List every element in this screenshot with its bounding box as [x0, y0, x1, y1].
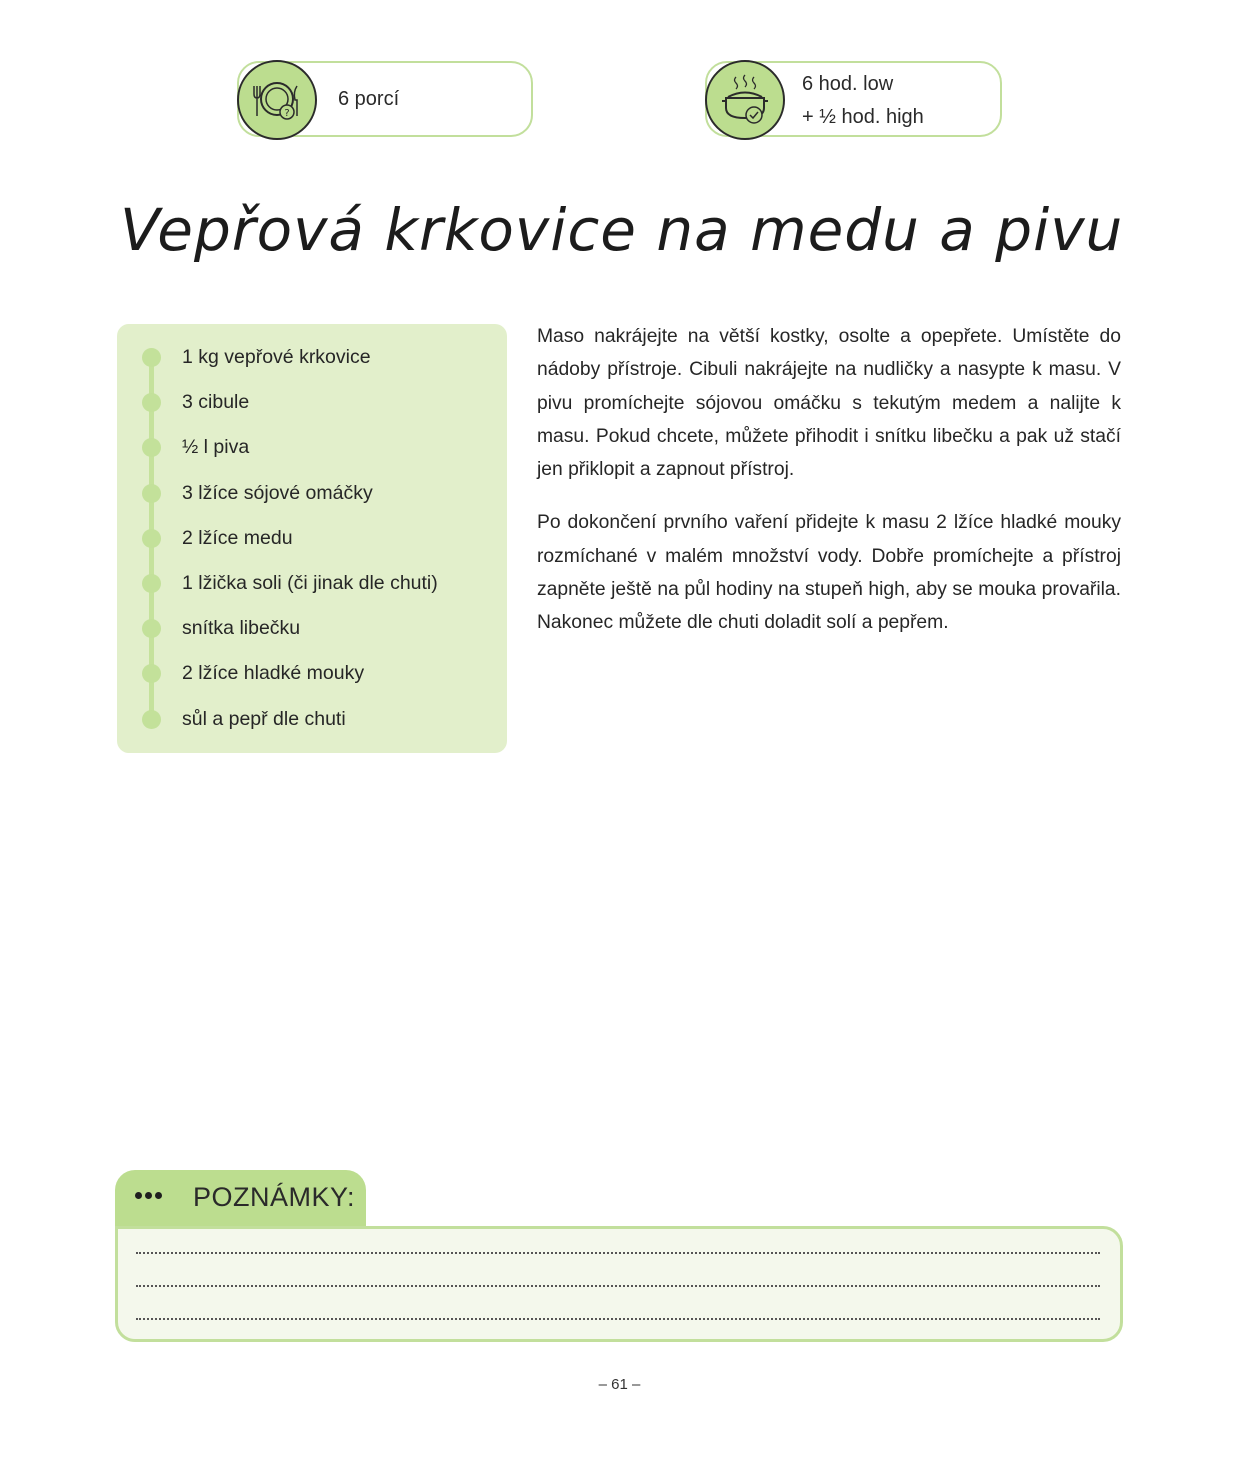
bullet-icon [142, 664, 161, 683]
bullet-icon [142, 484, 161, 503]
servings-label: 6 porcí [338, 88, 400, 110]
ingredient-text: ½ l piva [182, 436, 250, 459]
ingredient-text: 2 lžíce medu [182, 526, 293, 549]
page-number: – 61 – [598, 1376, 641, 1393]
servings-badge [237, 61, 533, 137]
notes-header [115, 1170, 366, 1228]
ingredient-item [117, 432, 507, 477]
plate-icon [237, 60, 317, 140]
ingredient-text: 1 lžička soli (či jinak dle chuti) [182, 571, 438, 594]
cooking-time-line2: + ½ hod. high [802, 106, 924, 128]
bullet-icon [142, 393, 161, 412]
bullet-icon [142, 574, 161, 593]
method-text [537, 320, 1121, 660]
ingredient-item [117, 613, 507, 658]
bullet-icon [142, 529, 161, 548]
ingredient-item [117, 387, 507, 432]
ingredient-item [117, 704, 507, 749]
ingredient-item [117, 342, 507, 387]
method-paragraph: Maso nakrájejte na větší kostky, osolte a opepřete. Umístěte do nádoby přístroje. Cibuli nakrájejte na nudličky a nasypte k masu. V pivu promíchejte sójovou omáčku s tekutým medem a nalijte k masu. Pokud chcete, můžete přihodit i snítku libečku a pak už stačí jen přiklopit a zapnout přístroj. [537, 326, 1121, 481]
bullet-icon [142, 348, 161, 367]
bullet-icon [142, 438, 161, 457]
svg-text:?: ? [284, 108, 290, 119]
method-paragraph: Po dokončení prvního vaření přidejte k masu 2 lžíce hladké mouky rozmíchané v malém množství vody. Dobře promíchejte a přístroj zapněte ještě na půl hodiny na stupeň high, aby se mouka provařila. Nakonec můžete dle chuti doladit solí a pepřem. [537, 512, 1121, 634]
slow-cooker-icon [705, 60, 785, 140]
ingredients-list [117, 342, 507, 749]
note-line [136, 1252, 1100, 1254]
cooking-time-badge [705, 61, 1002, 137]
bullet-icon [142, 710, 161, 729]
ingredient-text: 2 lžíce hladké mouky [182, 662, 365, 685]
bullet-icon [142, 619, 161, 638]
ingredient-item [117, 478, 507, 523]
ingredient-text: 3 lžíce sójové omáčky [182, 481, 373, 504]
ingredients-panel [117, 324, 507, 753]
dots-icon [135, 1192, 162, 1199]
ingredient-text: sůl a pepř dle chuti [182, 707, 346, 730]
note-line [136, 1318, 1100, 1320]
recipe-title: Vepřová krkovice na medu a pivu [120, 196, 1124, 264]
ingredient-text: snítka libečku [182, 617, 301, 640]
ingredient-text: 3 cibule [182, 391, 250, 414]
notes-area[interactable] [115, 1226, 1123, 1342]
ingredient-item [117, 523, 507, 568]
ingredient-item [117, 658, 507, 703]
cooking-time-line1: 6 hod. low [802, 73, 894, 95]
ingredient-item [117, 568, 507, 613]
note-line [136, 1285, 1100, 1287]
ingredient-text: 1 kg vepřové krkovice [182, 346, 371, 368]
notes-title: POZNÁMKY: [193, 1182, 356, 1212]
